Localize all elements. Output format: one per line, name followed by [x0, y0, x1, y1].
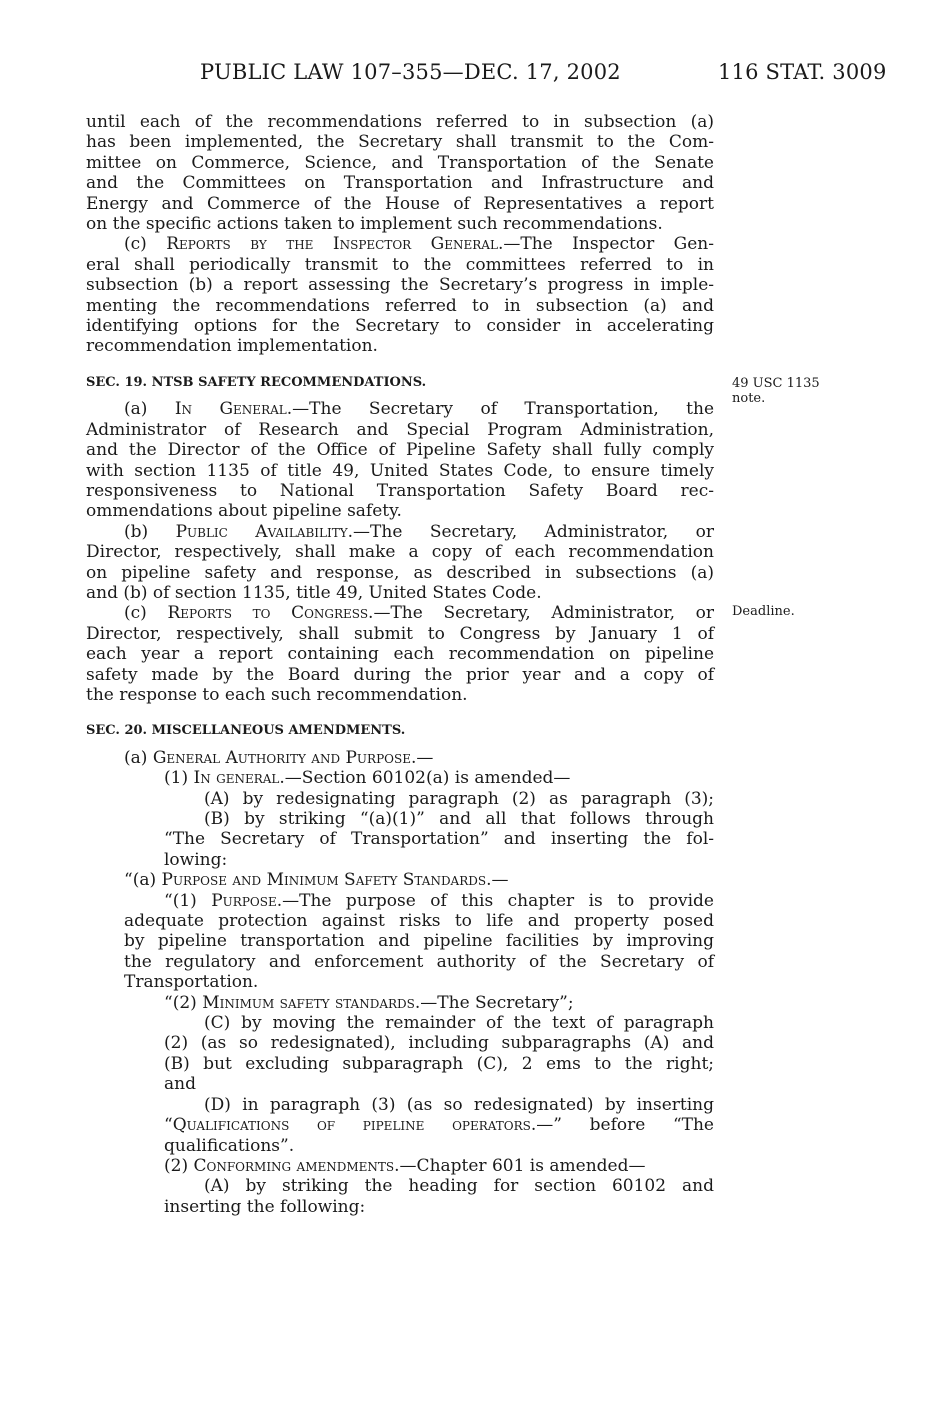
subsection-heading: Public Availability [175, 521, 348, 542]
text-line: mittee on Commerce, Science, and Transportation of the Senate [86, 152, 714, 173]
margin-note-line: note. [732, 391, 766, 406]
text-line: and the Director of the Office of Pipeline Safety shall fully comply [86, 440, 714, 461]
paragraph-heading-line [86, 768, 714, 788]
text-line: with section 1135 of title 49, United States Code, to ensure timely [86, 460, 714, 481]
text-line: qualifications”. [164, 1135, 295, 1156]
line-fragment: .— [486, 870, 509, 891]
section-heading-19: SEC. 19. NTSB SAFETY RECOMMENDATIONS. [86, 374, 427, 390]
text-line: inserting the following: [164, 1196, 366, 1217]
line-fragment: .—The Secretary of Transportation, the [286, 399, 715, 420]
line-fragment: (1) [164, 768, 194, 789]
text-line: eral shall periodically transmit to the committees referred to in [86, 254, 714, 275]
text-line: (D) in paragraph (3) (as so redesignated) by inserting [204, 1094, 714, 1115]
line-fragment: .— [410, 747, 434, 768]
quoted-heading-line [86, 870, 714, 890]
text-line: menting the recommendations referred to in subsection (a) and [86, 295, 714, 316]
subsection-heading: General Authority and Purpose [152, 747, 411, 768]
text-line: responsiveness to National Transportation Safety Board rec- [86, 480, 714, 501]
quoted-heading: Purpose and Minimum Safety Standards [161, 870, 487, 891]
text-line: by pipeline transportation and pipeline facilities by improving [124, 931, 714, 952]
quoted-heading-line [86, 891, 714, 911]
text-line: the regulatory and enforcement authority of the Secretary of [124, 951, 714, 972]
subsection-heading-line [86, 399, 714, 419]
text-line: “The Secretary of Transportation” and inserting the fol- [164, 829, 714, 850]
running-header-stat: 116 STAT. 3009 [718, 60, 887, 84]
subsection-heading-line [86, 603, 714, 623]
line-fragment: .—The Secretary, Administrator, or [368, 603, 714, 624]
text-line: and [164, 1074, 196, 1095]
text-line: on pipeline safety and response, as described in subsections (a) [86, 562, 714, 583]
line-fragment: .—The Secretary, Administrator, or [347, 521, 714, 542]
quoted-heading: Qualifications of pipeline operators [172, 1115, 531, 1136]
subsection-heading: Reports to Congress [167, 603, 369, 624]
line-fragment: .—The purpose of this chapter is to provide [276, 890, 714, 911]
line-fragment: .—Section 60102(a) is amended— [279, 768, 571, 789]
text-line: safety made by the Board during the prior year and a copy of [86, 664, 714, 685]
line-fragment: (c) [124, 234, 167, 255]
margin-note-usc [732, 376, 820, 406]
text-line: (A) by striking the heading for section 60102 and [204, 1176, 714, 1197]
line-fragment: (a) [124, 399, 175, 420]
text-line: has been implemented, the Secretary shall transmit to the Com- [86, 132, 714, 153]
line-fragment: “(1) [164, 890, 212, 911]
text-line: and the Committees on Transportation and Infrastructure and [86, 173, 714, 194]
quoted-heading-line [86, 993, 714, 1013]
line-fragment: .—The Secretary”; [414, 992, 574, 1013]
line-fragment: (c) [124, 603, 168, 624]
text-line: Energy and Commerce of the House of Representatives a report [86, 193, 714, 214]
text-line: (B) but excluding subparagraph (C), 2 ems to the right; [164, 1053, 714, 1074]
text-line: (2) (as so redesignated), including subparagraphs (A) and [164, 1033, 714, 1054]
subsection-heading-line [86, 234, 714, 254]
line-fragment: .—Chapter 601 is amended— [394, 1155, 646, 1176]
text-line: adequate protection against risks to life and property posed [124, 911, 714, 932]
paragraph-heading: Conforming amendments [193, 1155, 395, 1176]
margin-note-deadline: Deadline. [732, 604, 795, 619]
quoted-heading: Purpose [211, 890, 277, 911]
text-line: until each of the recommendations referred to in subsection (a) [86, 112, 714, 132]
paragraph-heading-line [86, 1156, 714, 1176]
subsection-heading: In General [174, 399, 287, 420]
text-line: (C) by moving the remainder of the text of paragraph [204, 1013, 714, 1034]
text-line: each year a report containing each recommendation on pipeline [86, 644, 714, 665]
line-fragment: .—The Inspector Gen- [497, 234, 714, 255]
margin-note-line: 49 USC 1135 [732, 376, 820, 391]
text-line: (B) by striking “(a)(1)” and all that follows through [204, 809, 714, 829]
line-fragment: “ [164, 1115, 173, 1136]
paragraph-heading: In general [193, 768, 280, 789]
text-line: ommendations about pipeline safety. [86, 501, 402, 522]
subsection-heading: Reports by the Inspector General [166, 234, 498, 255]
text-line: and (b) of section 1135, title 49, United States Code. [86, 582, 542, 603]
text-line: Director, respectively, shall submit to Congress by January 1 of [86, 623, 714, 644]
line-fragment: (a) [124, 747, 153, 768]
text-line: (A) by redesignating paragraph (2) as paragraph (3); [204, 788, 714, 809]
text-line: Administrator of Research and Special Program Administration, [86, 419, 714, 440]
body-text [86, 112, 714, 1217]
text-line: subsection (b) a report assessing the Secretary’s progress in imple- [86, 275, 714, 296]
line-fragment: .—” before “The [530, 1115, 714, 1136]
text-line: identifying options for the Secretary to consider in accelerating [86, 316, 714, 337]
running-header-title: PUBLIC LAW 107–355—DEC. 17, 2002 [200, 60, 621, 84]
subsection-heading-line [86, 522, 714, 542]
line-fragment: “(2) [164, 992, 203, 1013]
quoted-heading-line [86, 1115, 714, 1135]
line-fragment: (2) [164, 1155, 194, 1176]
subsection-heading-line [86, 748, 714, 768]
text-line: lowing: [164, 849, 228, 870]
line-fragment: “(a) [124, 870, 162, 891]
text-line: Director, respectively, shall make a copy of each recommendation [86, 542, 714, 563]
text-line: recommendation implementation. [86, 336, 378, 357]
section-heading-20: SEC. 20. MISCELLANEOUS AMENDMENTS. [86, 723, 406, 739]
text-line: the response to each such recommendation. [86, 684, 468, 705]
text-line: Transportation. [124, 972, 259, 993]
line-fragment: (b) [124, 521, 176, 542]
text-line: on the specific actions taken to implement such recommendations. [86, 214, 663, 235]
quoted-heading: Minimum safety standards [202, 992, 415, 1013]
